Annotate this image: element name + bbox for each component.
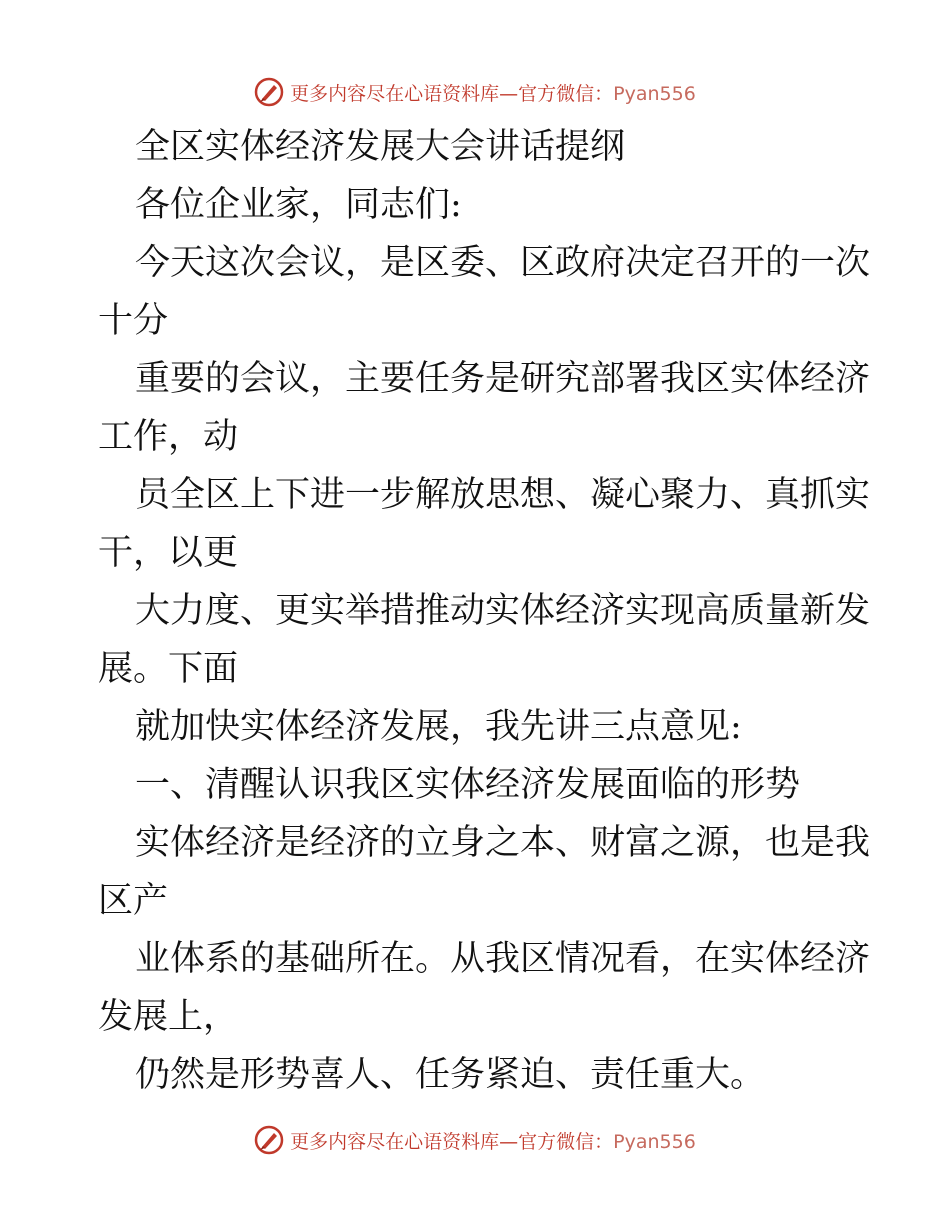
text-line: 各位企业家，同志们:	[135, 185, 462, 225]
text-line: 实体经济是经济的立身之本、财富之源，也是我	[135, 823, 871, 863]
text-line: 仍然是形势喜人、任务紧迫、责任重大。	[135, 1055, 766, 1095]
text-line: 全区实体经济发展大会讲话提纲	[135, 127, 626, 167]
watermark-text: 更多内容尽在心语资料库—官方微信：Pyan556	[290, 82, 696, 105]
text-line: 干，以更	[98, 533, 239, 573]
footer-watermark	[0, 1120, 950, 1160]
watermark-text: 更多内容尽在心语资料库—官方微信：Pyan556	[290, 1130, 696, 1153]
text-line: 十分	[98, 301, 169, 341]
pen-seal-icon	[254, 77, 284, 107]
pen-seal-icon	[254, 1125, 284, 1155]
text-line: 发展上，	[98, 997, 239, 1037]
text-line: 今天这次会议，是区委、区政府决定召开的一次	[135, 243, 871, 283]
text-line: 一、清醒认识我区实体经济发展面临的形势	[135, 765, 801, 805]
text-line: 业体系的基础所在。从我区情况看，在实体经济	[135, 939, 871, 979]
document-body	[0, 118, 950, 1104]
text-line: 就加快实体经济发展，我先讲三点意见:	[135, 707, 742, 747]
text-line: 员全区上下进一步解放思想、凝心聚力、真抓实	[135, 475, 871, 515]
text-line: 区产	[98, 881, 169, 921]
header-watermark	[0, 72, 950, 112]
text-line: 展。下面	[98, 649, 239, 689]
text-line: 工作，动	[98, 417, 239, 457]
text-line: 大力度、更实举措推动实体经济实现高质量新发	[135, 591, 871, 631]
text-line: 重要的会议，主要任务是研究部署我区实体经济	[135, 359, 871, 399]
